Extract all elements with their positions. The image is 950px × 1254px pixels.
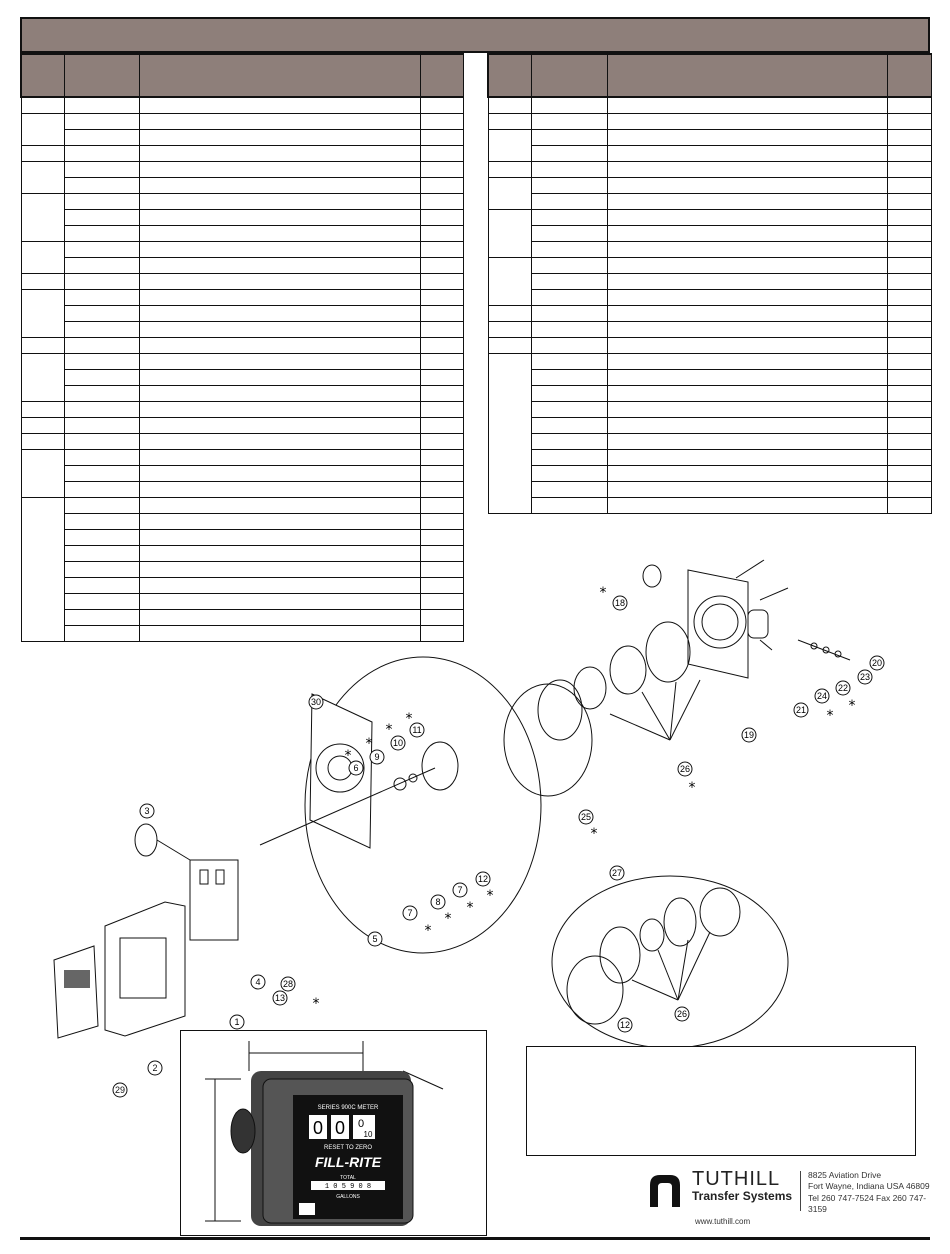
svg-text:4: 4 <box>255 977 261 987</box>
register-4 <box>190 860 238 940</box>
table-row <box>488 162 931 178</box>
meter-unit-label: GALLONS <box>336 1194 360 1200</box>
callout-23 <box>858 670 872 684</box>
address-line-2: Fort Wayne, Indiana USA 46809 <box>808 1181 930 1192</box>
svg-text:6: 6 <box>353 763 359 773</box>
table-row <box>21 514 463 530</box>
svg-text:26: 26 <box>679 764 691 774</box>
table-row <box>488 322 931 338</box>
table-row <box>21 258 463 274</box>
svg-text:8: 8 <box>435 897 441 907</box>
star-7b: * <box>424 923 432 939</box>
case-1 <box>105 902 185 1036</box>
svg-text:11: 11 <box>412 725 422 735</box>
svg-text:30: 30 <box>310 697 322 707</box>
table-row <box>21 226 463 242</box>
callout-18 <box>613 596 627 610</box>
callout-5 <box>368 932 382 946</box>
reset-knob-3 <box>135 824 157 856</box>
header-ref-no <box>21 54 64 97</box>
meter-digit-3-top: 0 <box>357 1118 365 1130</box>
table-row <box>488 402 931 418</box>
svg-text:22: 22 <box>837 683 849 693</box>
svg-text:5: 5 <box>372 934 378 944</box>
table-row <box>488 242 931 258</box>
footer-divider <box>800 1171 801 1211</box>
address-line-3: Tel 260 747-7524 Fax 260 747-3159 <box>808 1192 927 1215</box>
faceplate-callouts <box>100 1050 180 1100</box>
svg-text:18: 18 <box>614 598 626 608</box>
bottom-rule <box>20 1237 930 1240</box>
svg-text:1: 1 <box>234 1017 240 1027</box>
table-row <box>21 194 463 210</box>
header-part-no <box>64 54 139 97</box>
disc-26-upper <box>574 667 606 709</box>
svg-text:7: 7 <box>407 908 413 918</box>
company-address <box>808 1170 940 1216</box>
callout-27 <box>610 866 624 880</box>
o-ring-25 <box>504 684 592 796</box>
kit-27-ellipse <box>552 876 788 1048</box>
table-row <box>21 322 463 338</box>
svg-text:12: 12 <box>619 1020 631 1030</box>
callout-9 <box>370 750 384 764</box>
table-row <box>488 498 931 514</box>
table-row <box>21 466 463 482</box>
cover-plate-26-upper <box>610 646 646 694</box>
callout-24 <box>815 689 829 703</box>
star-8: * <box>444 911 452 927</box>
o-ring-18 <box>643 565 661 587</box>
star-18: * <box>599 585 607 601</box>
header-ref-no <box>488 54 531 97</box>
table-row <box>21 130 463 146</box>
gasket-ring-26-upper <box>646 622 690 682</box>
table-row <box>488 338 931 354</box>
table-row <box>21 274 463 290</box>
svg-text:23: 23 <box>859 672 871 682</box>
table-row <box>488 354 931 370</box>
callout-13 <box>273 991 287 1005</box>
svg-text:19: 19 <box>743 730 755 740</box>
table-row <box>488 97 931 114</box>
parts-table-right <box>487 53 932 514</box>
company-name-line1: TUTHILL <box>692 1168 781 1190</box>
faceplate-2 <box>54 946 98 1038</box>
cover-12 <box>422 742 458 790</box>
plate-26-kit <box>664 898 696 946</box>
star-6: * <box>344 748 352 764</box>
table-row <box>21 450 463 466</box>
meter-digit-2: 0 <box>334 1118 346 1138</box>
svg-text:29: 29 <box>114 1085 126 1095</box>
callout-12 <box>476 872 490 886</box>
meter-digit-3-bottom: 10 <box>363 1130 373 1139</box>
company-name <box>692 1169 792 1203</box>
table-row <box>21 498 463 514</box>
star-28: * <box>312 996 320 1012</box>
rotor-26-upper <box>538 680 582 740</box>
star-10: * <box>385 722 393 738</box>
table-row <box>488 114 931 130</box>
table-row <box>21 210 463 226</box>
svg-text:24: 24 <box>816 691 828 701</box>
svg-text:2: 2 <box>152 1063 158 1073</box>
table-row <box>488 274 931 290</box>
header-part-no <box>531 54 607 97</box>
table-row <box>21 402 463 418</box>
parts-list-title-bar <box>20 17 930 53</box>
star-9: * <box>365 736 373 752</box>
star-7: * <box>466 900 474 916</box>
table-row <box>488 146 931 162</box>
svg-text:25: 25 <box>580 812 592 822</box>
table-row <box>21 178 463 194</box>
star-11: * <box>405 711 413 727</box>
star-22: * <box>848 698 856 714</box>
callout-2-label <box>148 1061 162 1075</box>
table-row <box>21 146 463 162</box>
callout-22 <box>836 681 850 695</box>
callout-1 <box>230 1015 244 1029</box>
header-qty <box>887 54 931 97</box>
callout-3 <box>140 804 154 818</box>
company-footer <box>640 1165 940 1235</box>
svg-text:3: 3 <box>144 806 150 816</box>
washer-9 <box>394 778 406 790</box>
meter-brand: FILL-RITE <box>314 1154 382 1170</box>
svg-text:28: 28 <box>282 979 294 989</box>
svg-text:10: 10 <box>392 738 404 748</box>
meter-series-label: SERIES 900C METER <box>317 1105 379 1111</box>
callout-21 <box>794 703 808 717</box>
callout-19 <box>742 728 756 742</box>
table-row <box>488 450 931 466</box>
svg-text:27: 27 <box>611 868 623 878</box>
svg-text:9: 9 <box>374 752 380 762</box>
callout-28 <box>281 977 295 991</box>
svg-text:12: 12 <box>477 874 489 884</box>
callout-30 <box>309 695 323 709</box>
table-row <box>21 338 463 354</box>
callout-25 <box>579 810 593 824</box>
table-row <box>21 97 463 114</box>
table-row <box>488 226 931 242</box>
table-row <box>488 386 931 402</box>
svg-text:26: 26 <box>676 1009 688 1019</box>
table-row <box>21 482 463 498</box>
table-row <box>488 482 931 498</box>
star-26: * <box>688 780 696 796</box>
ring-26-kit <box>700 888 740 936</box>
table-row <box>488 290 931 306</box>
svg-text:13: 13 <box>274 993 286 1003</box>
callout-12-kit <box>618 1018 632 1032</box>
table-row <box>21 290 463 306</box>
callout-26 <box>678 762 692 776</box>
svg-text:20: 20 <box>871 658 883 668</box>
disc-26-kit <box>640 919 664 951</box>
company-name-line2: Transfer Systems <box>692 1189 793 1203</box>
table-row <box>21 162 463 178</box>
table-row <box>21 242 463 258</box>
callout-26-kit <box>675 1007 689 1021</box>
table-row <box>488 418 931 434</box>
table-row <box>21 306 463 322</box>
star-12: * <box>486 888 494 904</box>
callout-4 <box>251 975 265 989</box>
table-row <box>21 370 463 386</box>
table-row <box>488 210 931 226</box>
callout-29 <box>113 1083 127 1097</box>
star-21: * <box>826 708 834 724</box>
table-row <box>21 434 463 450</box>
table-row <box>21 418 463 434</box>
star-25: * <box>590 826 598 842</box>
meter-digit-1: 0 <box>312 1118 324 1138</box>
table-row <box>488 178 931 194</box>
table-header-row <box>488 54 931 97</box>
callout-8 <box>431 895 445 909</box>
svg-text:21: 21 <box>795 705 807 715</box>
housing-19 <box>688 560 788 678</box>
header-qty <box>420 54 463 97</box>
header-description <box>607 54 887 97</box>
tuthill-logo-icon <box>648 1173 682 1207</box>
address-line-1: 8825 Aviation Drive <box>808 1170 882 1180</box>
notes-box <box>526 1046 916 1156</box>
callout-7 <box>453 883 467 897</box>
table-row <box>488 370 931 386</box>
table-row <box>21 354 463 370</box>
meter-dimension-illustration <box>180 1030 487 1236</box>
table-row <box>488 466 931 482</box>
exploded-parts-diagram <box>20 530 930 1050</box>
table-header-row <box>21 54 463 97</box>
cover-12-kit <box>567 956 623 1024</box>
meter-total-digits: 1 0 5 9 0 8 <box>324 1183 372 1191</box>
callout-20 <box>870 656 884 670</box>
header-description <box>139 54 420 97</box>
table-row <box>488 434 931 450</box>
table-row <box>488 258 931 274</box>
website-link[interactable]: www.tuthill.com <box>695 1217 751 1226</box>
callout-10 <box>391 736 405 750</box>
callout-7b <box>403 906 417 920</box>
table-row <box>488 130 931 146</box>
table-row <box>488 194 931 210</box>
table-row <box>21 114 463 130</box>
svg-text:7: 7 <box>457 885 463 895</box>
table-row <box>21 386 463 402</box>
meter-total-label: TOTAL <box>340 1175 356 1181</box>
meter-reset-label: RESET TO ZERO <box>323 1145 373 1151</box>
